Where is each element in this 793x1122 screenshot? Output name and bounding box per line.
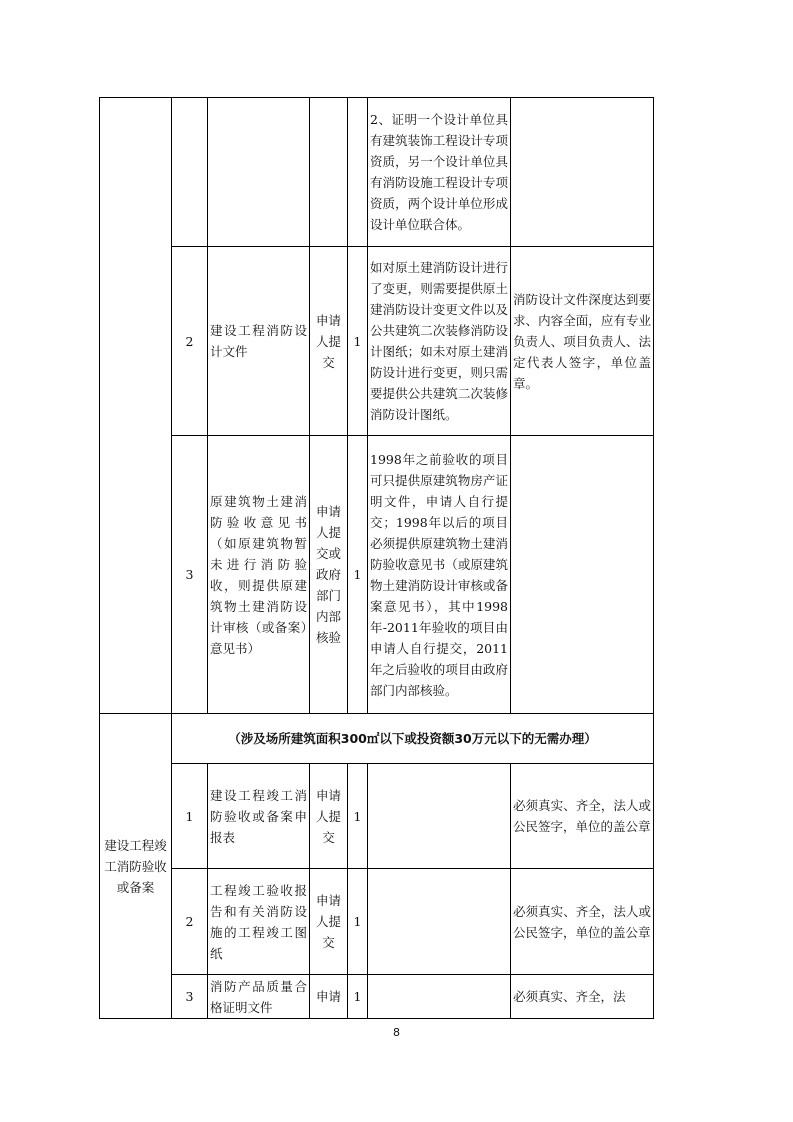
material-name: 建设工程消防设计文件: [208, 247, 310, 436]
requirement: [511, 98, 654, 247]
submit-method: 申请人提交或政府部门内部核验: [310, 436, 348, 714]
copies: 1: [348, 764, 368, 869]
copies: 1: [348, 436, 368, 714]
content-description: 2、证明一个设计单位具有建筑装饰工程设计专项资质，另一个设计单位具有消防设施工程设计专项资质，两个设计单位形成设计单位联合体。: [368, 98, 511, 247]
content-description: [368, 764, 511, 869]
submit-method: 申请人提交: [310, 247, 348, 436]
submit-method: 申请: [310, 975, 348, 1019]
requirement: 必须真实、齐全，法: [511, 975, 654, 1019]
table-row: [100, 869, 654, 975]
table-row: [100, 975, 654, 1019]
category-cell: 建设工程竣工消防验收或备案: [100, 714, 172, 1019]
section-note: （涉及场所建筑面积300㎡以下或投资额30万元以下的无需办理）: [172, 714, 654, 764]
category-cell-empty: [100, 98, 172, 714]
row-number: [172, 98, 208, 247]
row-number: 1: [172, 764, 208, 869]
table-row: [100, 247, 654, 436]
row-number: 3: [172, 975, 208, 1019]
material-name: 原建筑物土建消防验收意见书（如原建筑物暂未进行消防验收，则提供原建筑物土建消防设计审核（或备案）意见书）: [208, 436, 310, 714]
requirement: 必须真实、齐全，法人或公民签字，单位的盖公章: [511, 869, 654, 975]
row-number: 3: [172, 436, 208, 714]
content-description: [368, 975, 511, 1019]
row-number: 2: [172, 869, 208, 975]
material-name: 消防产品质量合格证明文件: [208, 975, 310, 1019]
table-row: [100, 436, 654, 714]
copies: [348, 98, 368, 247]
table-row: [100, 764, 654, 869]
materials-table: [99, 97, 654, 1019]
requirement: 消防设计文件深度达到要求、内容全面，应有专业负责人、项目负责人、法定代表人签字，单位盖章。: [511, 247, 654, 436]
table-row: [100, 98, 654, 247]
copies: 1: [348, 247, 368, 436]
page-number: 8: [393, 1026, 400, 1039]
copies: 1: [348, 869, 368, 975]
copies: 1: [348, 975, 368, 1019]
material-name: 工程竣工验收报告和有关消防设施的工程竣工图纸: [208, 869, 310, 975]
submit-method: 申请人提交: [310, 764, 348, 869]
content-description: [368, 869, 511, 975]
submit-method: [310, 98, 348, 247]
content-description: 1998年之前验收的项目可只提供原建筑物房产证明文件，申请人自行提交；1998年以后的项目必须提供原建筑物土建消防验收意见书（或原建筑物土建消防设计审核或备案意见书），其中1998年-2011年验收的项目由申请人自行提交，2011年之后验收的项目由政府部门内部核验。: [368, 436, 511, 714]
requirement: [511, 436, 654, 714]
requirement: 必须真实、齐全，法人或公民签字，单位的盖公章: [511, 764, 654, 869]
material-name: [208, 98, 310, 247]
row-number: 2: [172, 247, 208, 436]
submit-method: 申请人提交: [310, 869, 348, 975]
section-note-row: [100, 714, 654, 764]
material-name: 建设工程竣工消防验收或备案申报表: [208, 764, 310, 869]
content-description: 如对原土建消防设计进行了变更，则需要提供原土建消防设计变更文件以及公共建筑二次装修消防设计图纸；如未对原土建消防设计进行变更，则只需要提供公共建筑二次装修消防设计图纸。: [368, 247, 511, 436]
